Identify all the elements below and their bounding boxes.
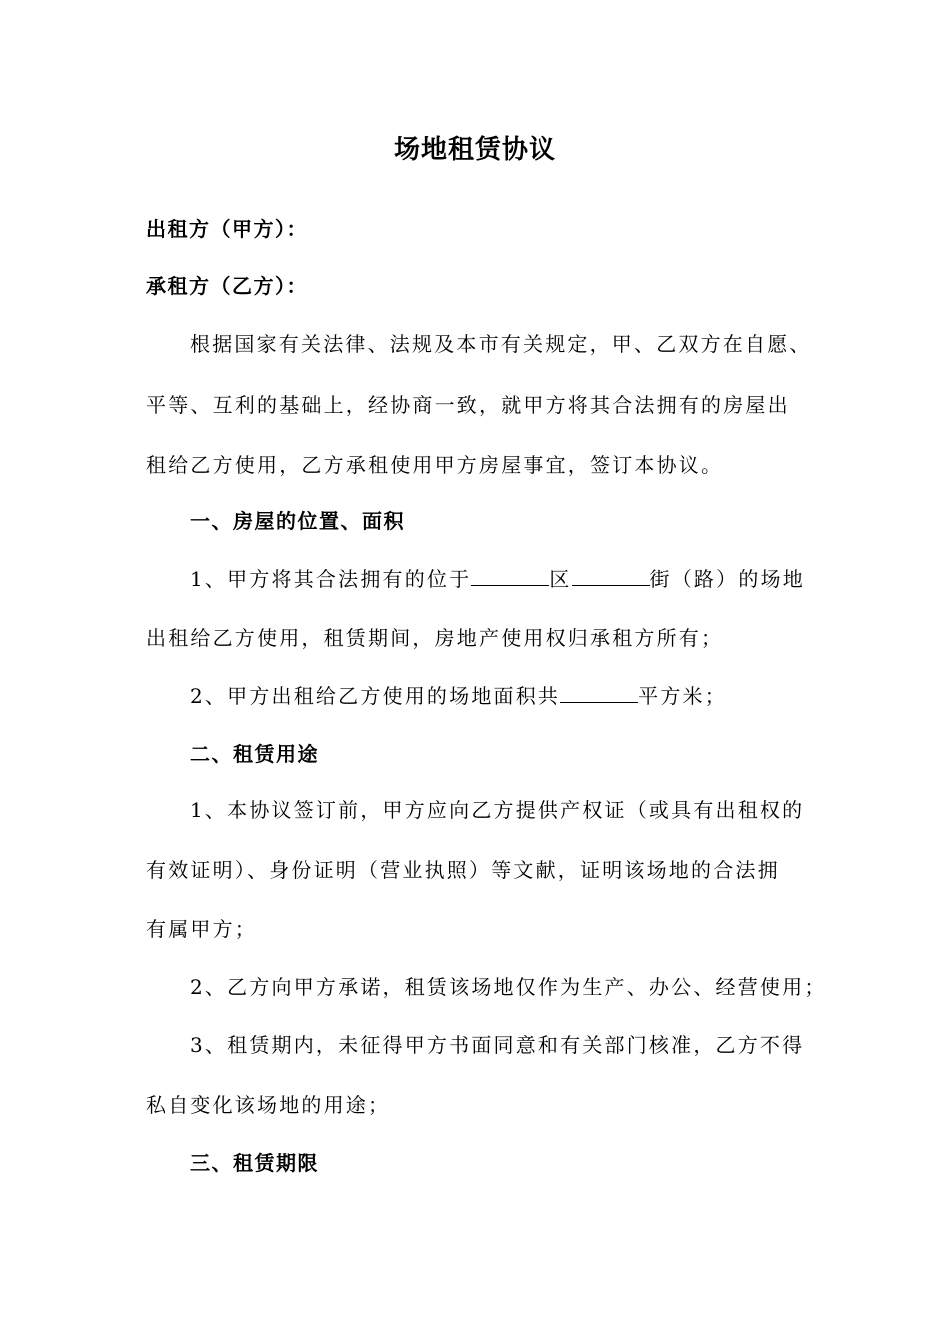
preamble-line-3: 租给乙方使用，乙方承租使用甲方房屋事宜，签订本协议。 [146, 453, 724, 477]
item-1-text-a: 1、甲方将其合法拥有的位于 [190, 567, 472, 591]
section-2-item-1-line-1: 1、本协议签订前，甲方应向乙方提供产权证（或具有出租权的 [190, 798, 805, 822]
street-blank [572, 563, 650, 586]
item-2-text-b: 平方米； [638, 684, 727, 708]
section-2-item-2: 2、乙方向甲方承诺，租赁该场地仅作为生产、办公、经营使用； [190, 975, 827, 999]
section-2-item-3-line-2: 私自变化该场地的用途； [146, 1093, 391, 1117]
item-1-text-b: 区 [549, 567, 572, 591]
section-1-item-1-line-2: 出租给乙方使用，租赁期间，房地产使用权归承租方所有； [146, 626, 724, 650]
item-2-text-a: 2、甲方出租给乙方使用的场地面积共 [190, 684, 561, 708]
party-a-label: 出租方（甲方）： [146, 217, 308, 241]
section-2-item-1-line-3: 有属甲方； [146, 917, 257, 941]
section-2-item-3-line-1: 3、租赁期内，未征得甲方书面同意和有关部门核准，乙方不得 [190, 1033, 805, 1057]
section-1-item-2 [190, 680, 727, 711]
section-2-item-1-line-2: 有效证明）、身份证明（营业执照）等文献，证明该场地的合法拥 [146, 858, 780, 882]
document-title: 场地租赁协议 [393, 135, 556, 165]
area-blank [560, 680, 638, 703]
preamble-line-2: 平等、互利的基础上，经协商一致，就甲方将其合法拥有的房屋出 [146, 393, 790, 417]
section-1-heading: 一、房屋的位置、面积 [190, 509, 405, 533]
section-2-heading: 二、租赁用途 [190, 742, 319, 766]
preamble-line-1: 根据国家有关法律、法规及本市有关规定，甲、乙双方在自愿、 [190, 332, 812, 356]
district-blank [471, 563, 549, 586]
section-3-heading: 三、租赁期限 [190, 1151, 319, 1175]
party-b-label: 承租方（乙方）： [146, 274, 308, 298]
section-1-item-1 [190, 563, 805, 594]
item-1-text-c: 街（路）的场地 [649, 567, 805, 591]
